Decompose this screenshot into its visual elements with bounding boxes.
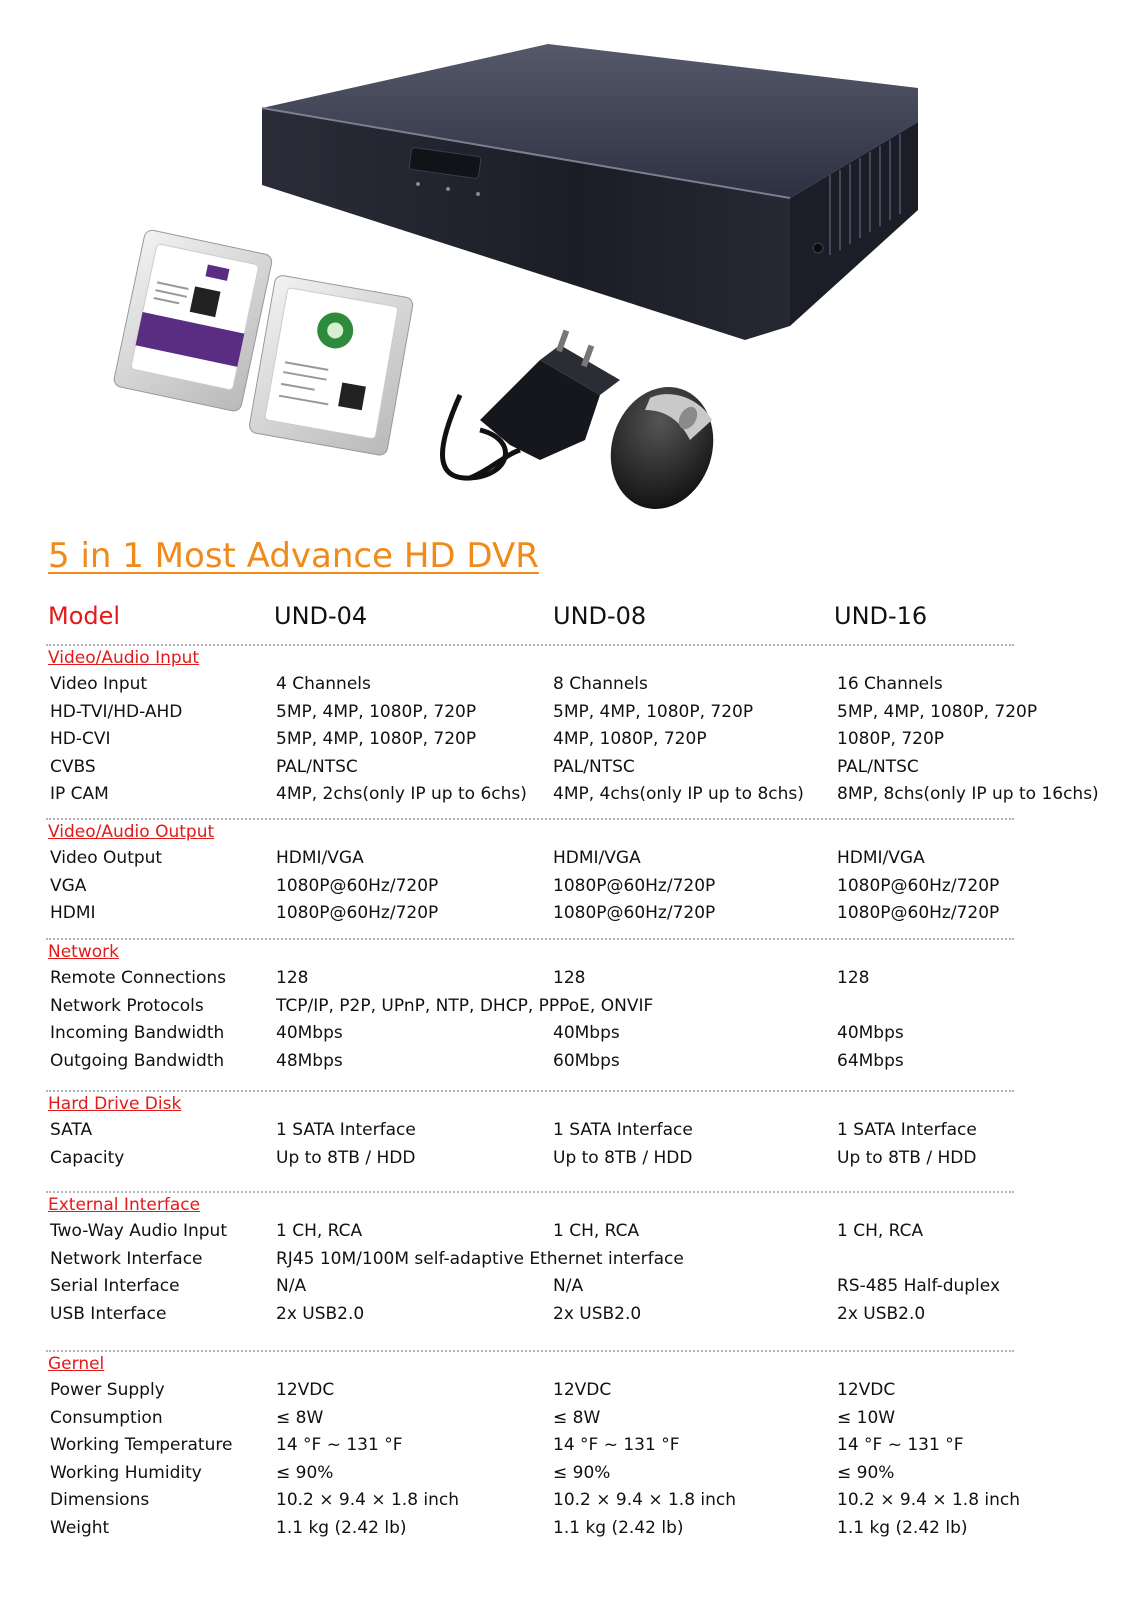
spec-value: ≤ 90% (276, 1463, 334, 1483)
spec-label: Network Protocols (50, 996, 204, 1016)
spec-label: Video Output (50, 848, 163, 868)
section-divider (46, 938, 1014, 940)
spec-value: 16 Channels (837, 674, 943, 694)
spec-value: TCP/IP, P2P, UPnP, NTP, DHCP, PPPoE, ONVIF (276, 996, 654, 1016)
spec-row-working-humidity (0, 1463, 1147, 1490)
section-divider (46, 1350, 1014, 1352)
spec-label: Dimensions (50, 1490, 150, 1510)
spec-label: Serial Interface (50, 1276, 180, 1296)
spec-label: HD-CVI (50, 729, 111, 749)
spec-value: 1 CH, RCA (553, 1221, 640, 1241)
spec-value: 14 °F ~ 131 °F (276, 1435, 403, 1455)
spec-row-hd-cvi (0, 729, 1147, 756)
spec-value: 1080P@60Hz/720P (553, 876, 716, 896)
spec-value: 64Mbps (837, 1051, 904, 1071)
spec-value: 8MP, 8chs(only IP up to 16chs) (837, 784, 1099, 804)
spec-value: 128 (276, 968, 309, 988)
spec-value: 48Mbps (276, 1051, 343, 1071)
spec-label: USB Interface (50, 1304, 167, 1324)
spec-row-hdmi (0, 903, 1147, 930)
spec-value: 12VDC (837, 1380, 896, 1400)
spec-value: 14 °F ~ 131 °F (553, 1435, 680, 1455)
spec-value: 40Mbps (276, 1023, 343, 1043)
seagate-hdd (248, 274, 414, 456)
spec-row-ip-cam (0, 784, 1147, 811)
spec-value: 2x USB2.0 (553, 1304, 642, 1324)
spec-value: 1 SATA Interface (276, 1120, 416, 1140)
spec-label: HD-TVI/HD-AHD (50, 702, 183, 722)
model-header-row (0, 602, 1147, 642)
spec-value: 4MP, 1080P, 720P (553, 729, 707, 749)
spec-value: Up to 8TB / HDD (837, 1148, 977, 1168)
section-divider (46, 1090, 1014, 1092)
spec-value: RS-485 Half-duplex (837, 1276, 1001, 1296)
spec-row-network-protocols (0, 996, 1147, 1023)
spec-row-vga (0, 876, 1147, 903)
mouse (595, 374, 728, 523)
spec-value: 12VDC (276, 1380, 335, 1400)
spec-value: PAL/NTSC (837, 757, 919, 777)
spec-label: Capacity (50, 1148, 125, 1168)
spec-value: 5MP, 4MP, 1080P, 720P (553, 702, 754, 722)
spec-row-serial-interface (0, 1276, 1147, 1303)
spec-value: 1080P@60Hz/720P (553, 903, 716, 923)
spec-value: ≤ 10W (837, 1408, 896, 1428)
spec-label: SATA (50, 1120, 93, 1140)
section-divider (46, 818, 1014, 820)
spec-label: VGA (50, 876, 87, 896)
spec-label: Consumption (50, 1408, 163, 1428)
spec-value: 1 SATA Interface (553, 1120, 693, 1140)
spec-value: 1080P@60Hz/720P (276, 876, 439, 896)
spec-value: 8 Channels (553, 674, 648, 694)
spec-value: 1080P@60Hz/720P (837, 903, 1000, 923)
spec-label: HDMI (50, 903, 96, 923)
spec-value: 1080P@60Hz/720P (276, 903, 439, 923)
spec-label: Working Humidity (50, 1463, 202, 1483)
spec-value: HDMI/VGA (837, 848, 925, 868)
spec-value: 1080P, 720P (837, 729, 945, 749)
model-label: Model (48, 602, 121, 630)
spec-value: 10.2 × 9.4 × 1.8 inch (553, 1490, 737, 1510)
spec-value: ≤ 90% (553, 1463, 611, 1483)
spec-value: 5MP, 4MP, 1080P, 720P (837, 702, 1038, 722)
spec-value: 1080P@60Hz/720P (837, 876, 1000, 896)
spec-value: 1.1 kg (2.42 lb) (553, 1518, 684, 1538)
spec-value: N/A (553, 1276, 584, 1296)
spec-value: 2x USB2.0 (837, 1304, 926, 1324)
spec-value: RJ45 10M/100M self-adaptive Ethernet interface (276, 1249, 684, 1269)
spec-row-dimensions (0, 1490, 1147, 1517)
spec-row-usb-interface (0, 1304, 1147, 1331)
purple-hdd (113, 229, 273, 413)
spec-label: Two-Way Audio Input (50, 1221, 227, 1241)
spec-value: Up to 8TB / HDD (553, 1148, 693, 1168)
spec-value: 10.2 × 9.4 × 1.8 inch (276, 1490, 460, 1510)
spec-value: 1 CH, RCA (276, 1221, 363, 1241)
spec-value: ≤ 8W (553, 1408, 601, 1428)
spec-value: ≤ 90% (837, 1463, 895, 1483)
spec-label: Outgoing Bandwidth (50, 1051, 225, 1071)
spec-value: Up to 8TB / HDD (276, 1148, 416, 1168)
spec-label: CVBS (50, 757, 96, 777)
section-divider (46, 1191, 1014, 1193)
spec-row-network-interface (0, 1249, 1147, 1276)
page-title: 5 in 1 Most Advance HD DVR (48, 536, 539, 576)
section-title-gernel: Gernel (48, 1354, 105, 1374)
section-title-video-audio-output: Video/Audio Output (48, 822, 215, 842)
spec-value: HDMI/VGA (276, 848, 364, 868)
model-und-16: UND-16 (834, 602, 928, 630)
spec-value: 4 Channels (276, 674, 371, 694)
spec-row-video-input (0, 674, 1147, 701)
spec-label: Incoming Bandwidth (50, 1023, 225, 1043)
spec-value: PAL/NTSC (276, 757, 358, 777)
section-title-video-audio-input: Video/Audio Input (48, 648, 200, 668)
spec-value: 4MP, 4chs(only IP up to 8chs) (553, 784, 804, 804)
spec-label: Video Input (50, 674, 148, 694)
spec-value: 1.1 kg (2.42 lb) (276, 1518, 407, 1538)
spec-value: 40Mbps (553, 1023, 620, 1043)
spec-row-working-temperature (0, 1435, 1147, 1462)
spec-row-weight (0, 1518, 1147, 1545)
spec-value: 60Mbps (553, 1051, 620, 1071)
spec-value: 1 SATA Interface (837, 1120, 977, 1140)
product-photo (0, 0, 1147, 530)
spec-value: N/A (276, 1276, 307, 1296)
section-divider (46, 644, 1014, 646)
spec-row-remote-connections (0, 968, 1147, 995)
spec-row-sata (0, 1120, 1147, 1147)
spec-value: HDMI/VGA (553, 848, 641, 868)
spec-value: 128 (837, 968, 870, 988)
spec-value: PAL/NTSC (553, 757, 635, 777)
spec-value: 12VDC (553, 1380, 612, 1400)
section-title-network: Network (48, 942, 119, 962)
section-title-external-interface: External Interface (48, 1195, 201, 1215)
spec-row-two-way-audio-input (0, 1221, 1147, 1248)
power-adapter (443, 330, 621, 478)
spec-row-hd-tvi-hd-ahd (0, 702, 1147, 729)
spec-row-video-output (0, 848, 1147, 875)
spec-value: 40Mbps (837, 1023, 904, 1043)
spec-value: ≤ 8W (276, 1408, 324, 1428)
spec-row-incoming-bandwidth (0, 1023, 1147, 1050)
spec-label: Power Supply (50, 1380, 165, 1400)
spec-value: 1 CH, RCA (837, 1221, 924, 1241)
spec-row-capacity (0, 1148, 1147, 1175)
spec-value: 4MP, 2chs(only IP up to 6chs) (276, 784, 527, 804)
spec-label: Weight (50, 1518, 110, 1538)
spec-value: 10.2 × 9.4 × 1.8 inch (837, 1490, 1021, 1510)
spec-label: Working Temperature (50, 1435, 233, 1455)
section-title-hard-drive-disk: Hard Drive Disk (48, 1094, 182, 1114)
spec-row-power-supply (0, 1380, 1147, 1407)
spec-label: Network Interface (50, 1249, 203, 1269)
spec-label: IP CAM (50, 784, 109, 804)
spec-value: 128 (553, 968, 586, 988)
model-und-04: UND-04 (274, 602, 368, 630)
spec-value: 14 °F ~ 131 °F (837, 1435, 964, 1455)
spec-value: 2x USB2.0 (276, 1304, 365, 1324)
spec-value: 1.1 kg (2.42 lb) (837, 1518, 968, 1538)
spec-row-outgoing-bandwidth (0, 1051, 1147, 1078)
spec-row-consumption (0, 1408, 1147, 1435)
spec-value: 5MP, 4MP, 1080P, 720P (276, 729, 477, 749)
model-und-08: UND-08 (553, 602, 647, 630)
spec-row-cvbs (0, 757, 1147, 784)
spec-value: 5MP, 4MP, 1080P, 720P (276, 702, 477, 722)
spec-label: Remote Connections (50, 968, 227, 988)
